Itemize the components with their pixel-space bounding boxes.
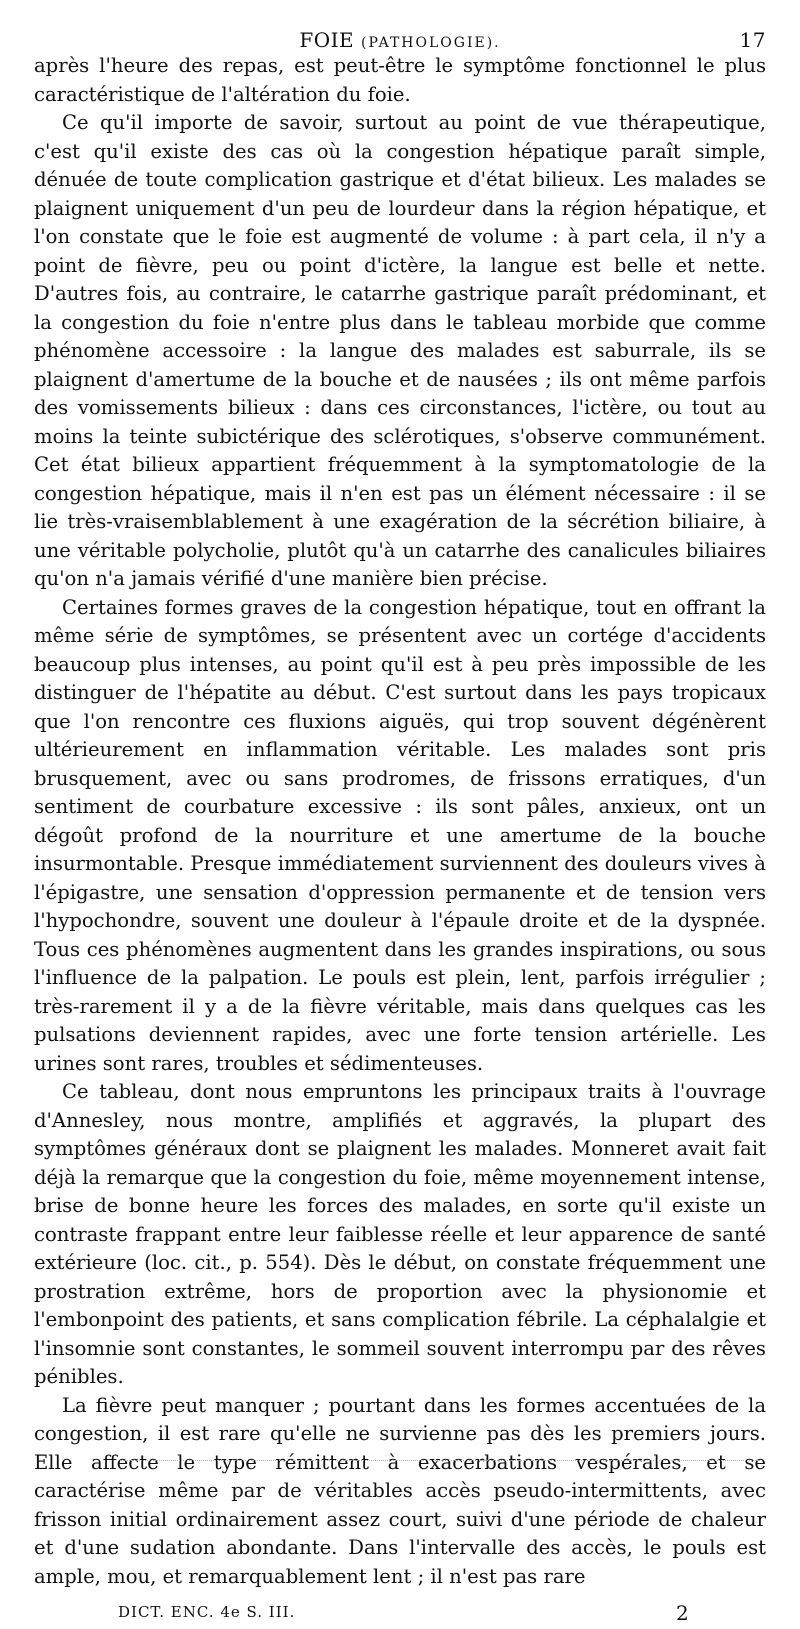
page bbox=[34, 22, 766, 1629]
running-header bbox=[34, 22, 766, 52]
paragraph: Certaines formes graves de la congestion hépatique, tout en offrant la même série de symptômes, se présentent avec un cortége d'accidents beaucoup plus intenses, au point qu'il est à peu près impossible de les distinguer de l'hépatite au début. C'est surtout dans les pays tropicaux que l'on rencontre ces fluxions aiguës, qui trop souvent dégénèrent ultérieurement en inflammation véritable. Les malades sont pris brusquement, avec ou sans prodromes, de frissons erratiques, d'un sentiment de courbature excessive : ils sont pâles, anxieux, ont un dégoût profond de la nourriture et une amertume de la bouche insurmontable. Presque immédiatement surviennent des douleurs vives à l'épigastre, une sensation d'oppression permanente et de tension vers l'hypochondre, souvent une douleur à l'épaule droite et de la dyspnée. Tous ces phénomènes augmentent dans les grandes inspirations, ou sous l'influence de la palpation. Le pouls est plein, lent, parfois irrégulier ; très-rarement il y a de la fièvre véritable, mais dans quelques cas les pulsations deviennent rapides, avec une forte tension artérielle. Les urines sont rares, troubles et sédimenteuses. bbox=[34, 595, 766, 1075]
printer-signature: DICT. ENC. 4e S. III. bbox=[118, 1603, 296, 1621]
body-text bbox=[34, 52, 766, 1591]
running-title-sub: (PATHOLOGIE). bbox=[361, 35, 501, 51]
running-title bbox=[34, 28, 766, 52]
page-footer bbox=[34, 1599, 766, 1629]
running-title-main: FOIE bbox=[299, 28, 355, 52]
paragraph: Ce tableau, dont nous empruntons les principaux traits à l'ouvrage d'Annesley, nous montre, amplifiés et aggravés, la plupart des symptômes généraux dont se plaignent les malades. Monneret avait fait déjà la remarque que la congestion du foie, même moyennement intense, brise de bonne heure les forces des malades, en sorte qu'il existe un contraste frappant entre leur faiblesse réelle et leur apparence de santé extérieure (loc. cit., p. 554). Dès le début, on constate fréquemment une prostration extrême, hors de proportion avec la physionomie et l'embonpoint des patients, et sans complication fébrile. La céphalalgie et l'insomnie sont constantes, le sommeil souvent interrompu par des rêves pénibles. bbox=[34, 1080, 766, 1388]
paragraph: Ce qu'il importe de savoir, surtout au point de vue thérapeutique, c'est qu'il existe des cas où la congestion hépatique paraît simple, dénuée de toute complication gastrique et d'état bilieux. Les malades se plaignent uniquement d'un peu de lourdeur dans la région hépatique, et l'on constate que le foie est augmenté de volume : à part cela, il n'y a point de fièvre, peu ou point d'ictère, la langue est belle et nette. D'autres fois, au contraire, le catarrhe gastrique paraît prédominant, et la congestion du foie n'entre plus dans le tableau morbide que comme phénomène accessoire : la langue des malades est saburrale, ils se plaignent d'amertume de la bouche et de nausées ; ils ont même parfois des vomissements bilieux : dans ces circonstances, l'ictère, ou tout au moins la teinte subictérique des sclérotiques, s'observe communément. Cet état bilieux appartient fréquemment à la symptomatologie de la congestion hépatique, mais il n'en est pas un élément nécessaire : il se lie très-vraisemblablement à une exagération de la sécrétion biliaire, à une véritable polycholie, plutôt qu'à un catarrhe des canalicules biliaires qu'on n'a jamais vérifié d'une manière bien précise. bbox=[34, 111, 766, 590]
bottom-dotted-rule bbox=[120, 1460, 760, 1461]
sheet-number: 2 bbox=[676, 1601, 690, 1625]
paragraph: La fièvre peut manquer ; pourtant dans les formes accentuées de la congestion, il est rare qu'elle ne survienne pas dès les premiers jours. Elle affecte le type rémittent à exacerbations vespérales, et se caractérise même par de véritables accès pseudo-intermittents, avec frisson initial ordinairement assez court, suivi d'une période de chaleur et d'une sudation abondante. Dans l'intervalle des accès, le pouls est ample, mou, et remarquablement lent ; il n'est pas rare bbox=[34, 1393, 766, 1588]
paragraph-continued: après l'heure des repas, est peut-être le symptôme fonctionnel le plus caractéristique de l'altération du foie. bbox=[34, 54, 766, 106]
page-number: 17 bbox=[739, 28, 766, 52]
